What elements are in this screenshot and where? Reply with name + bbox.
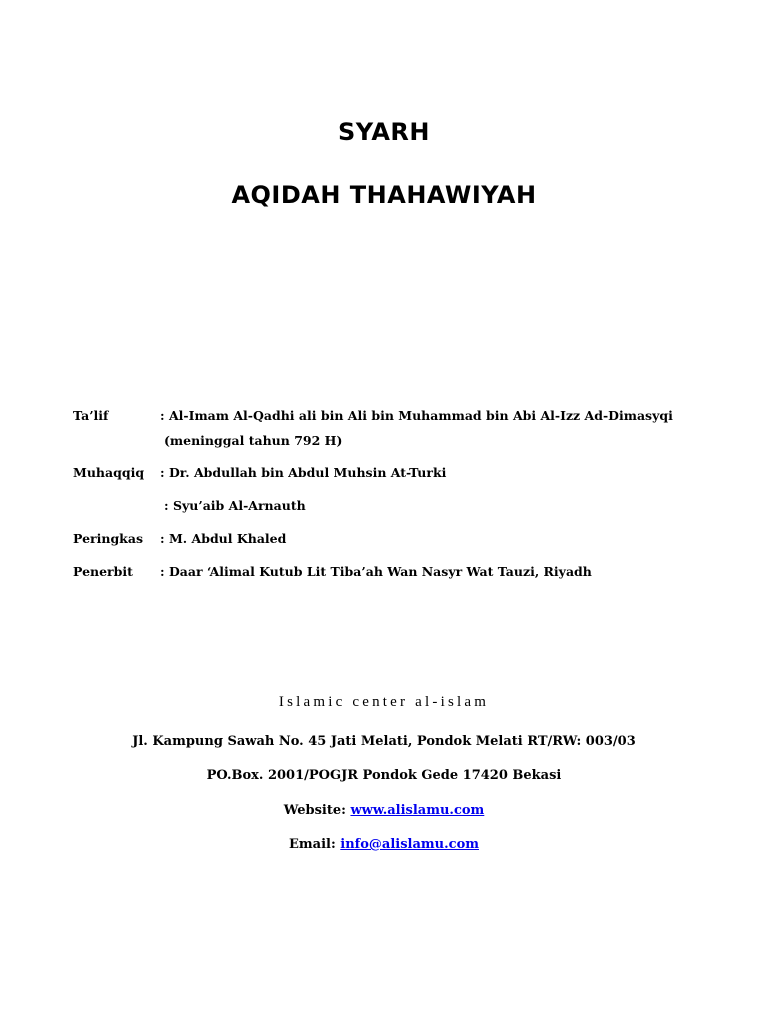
penerbit-value: : Daar ‘Alimal Kutub Lit Tiba’ah Wan Nasyr Wat Tauzi, Riyadh — [160, 564, 592, 579]
email-label: Email: — [288, 837, 341, 852]
email-line — [0, 837, 768, 852]
peringkas-value: : M. Abdul Khaled — [160, 531, 287, 546]
organization-name: Islamic center al-islam — [278, 694, 490, 710]
title-line-2: AQIDAH THAHAWIYAH — [231, 181, 537, 209]
talif-note: (meninggal tahun 792 H) — [164, 433, 343, 448]
muhaqqiq-label: Muhaqqiq — [73, 465, 145, 480]
website-line — [0, 803, 768, 818]
muhaqqiq-value-1: : Dr. Abdullah bin Abdul Muhsin At-Turki — [160, 465, 447, 480]
address-line-1: Jl. Kampung Sawah No. 45 Jati Melati, Pondok Melati RT/RW: 003/03 — [132, 734, 636, 749]
email-link[interactable]: info@alislamu.com — [340, 837, 479, 852]
muhaqqiq-value-2: : Syu’aib Al-Arnauth — [164, 498, 306, 513]
talif-value: : Al-Imam Al-Qadhi ali bin Ali bin Muhammad bin Abi Al-Izz Ad-Dimasyqi — [160, 408, 673, 423]
title-line-1: SYARH — [337, 118, 430, 146]
penerbit-label: Penerbit — [73, 564, 133, 579]
talif-label: Ta’lif — [73, 408, 109, 423]
website-link[interactable]: www.alislamu.com — [350, 803, 485, 818]
address-line-2: PO.Box. 2001/POGJR Pondok Gede 17420 Bekasi — [206, 768, 562, 783]
website-label: Website: — [283, 803, 351, 818]
peringkas-label: Peringkas — [73, 531, 143, 546]
